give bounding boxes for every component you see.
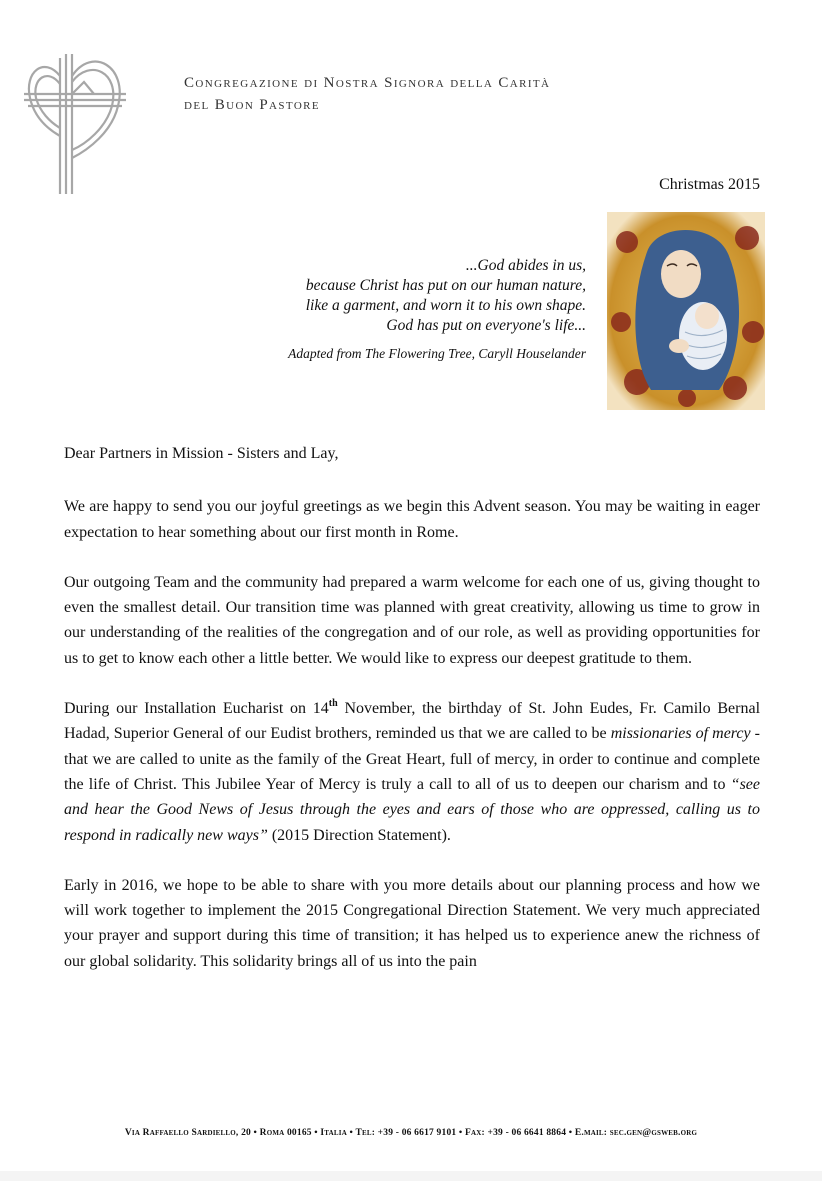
salutation: Dear Partners in Mission - Sisters and Lay, xyxy=(64,445,339,462)
text-span: (2015 Direction Statement). xyxy=(267,826,451,844)
quote-source: Adapted from The Flowering Tree, Caryll Houselander xyxy=(288,346,586,361)
footer-address: Via Raffaello Sardiello, 20 • Roma 00165 • Italia • Tel: +39 - 06 6617 9101 • Fax: +39 - 06 6641 8864 • E.mail: sec.gen@gsweb.org xyxy=(124,1128,698,1138)
letter-body xyxy=(64,441,760,999)
paragraph-installation xyxy=(64,696,760,848)
organization-name xyxy=(184,72,550,116)
emphasis-missionaries: missionaries of mercy xyxy=(610,725,751,743)
paragraph-welcome: Our outgoing Team and the community had prepared a warm welcome for each one of us, giving thought to even the smallest detail. Our transition time was planned with great creativity, allowing us time to grow in our understanding of the realities of the congregation and of our role, as well as providing opportunities for us to get to know each other a little better. We would like to express our deepest gratitude to them. xyxy=(64,573,760,667)
congregation-logo xyxy=(22,46,130,194)
quote-line: ...God abides in us, xyxy=(465,257,586,274)
text-span: - that we are called to unite as the family of the Great Heart, full of mercy, in order to continue and complete the life of Christ. This Jubilee Year of Mercy is truly a call to all of us to deepen our charism and to xyxy=(64,725,761,793)
madonna-and-child-painting xyxy=(607,212,765,410)
epigraph-quote xyxy=(288,256,586,364)
cross-heart-logo-icon xyxy=(22,46,130,194)
painting-image xyxy=(607,212,765,410)
text-span: During our Installation Eucharist on 14 xyxy=(64,700,329,718)
text-span: November, the birthday of St. John Eudes, Fr. Camilo Bernal Hadad, Superior General of our Eudist brothers, reminded us that we are called to be xyxy=(64,700,761,743)
letter-date: Christmas 2015 xyxy=(659,176,760,193)
quote-line: because Christ has put on our human nature, xyxy=(305,277,586,294)
emphasis-quote: “see and hear the Good News of Jesus through the eyes and ears of those who are oppressed, calling us to respond in radically new ways” xyxy=(64,775,760,844)
org-name-line2: del Buon Pastore xyxy=(184,97,321,113)
quote-line: God has put on everyone's life... xyxy=(386,317,586,334)
page-bottom-strip xyxy=(0,1171,822,1181)
quote-line: like a garment, and worn it to his own shape. xyxy=(305,297,586,314)
paragraph-planning: Early in 2016, we hope to be able to share with you more details about our planning process and how we will work together to implement the 2015 Congregational Direction Statement. We very much appreciated your prayer and support during this time of transition; it has helped us to experience anew the richness of our global solidarity. This solidarity brings all of us into the pain xyxy=(64,876,760,970)
org-name-line1: Congregazione di Nostra Signora della Carità xyxy=(184,75,551,91)
ordinal-suffix: th xyxy=(328,698,338,710)
paragraph-advent-greetings: We are happy to send you our joyful greetings as we begin this Advent season. You may be waiting in eager expectation to hear something about our first month in Rome. xyxy=(64,498,760,541)
